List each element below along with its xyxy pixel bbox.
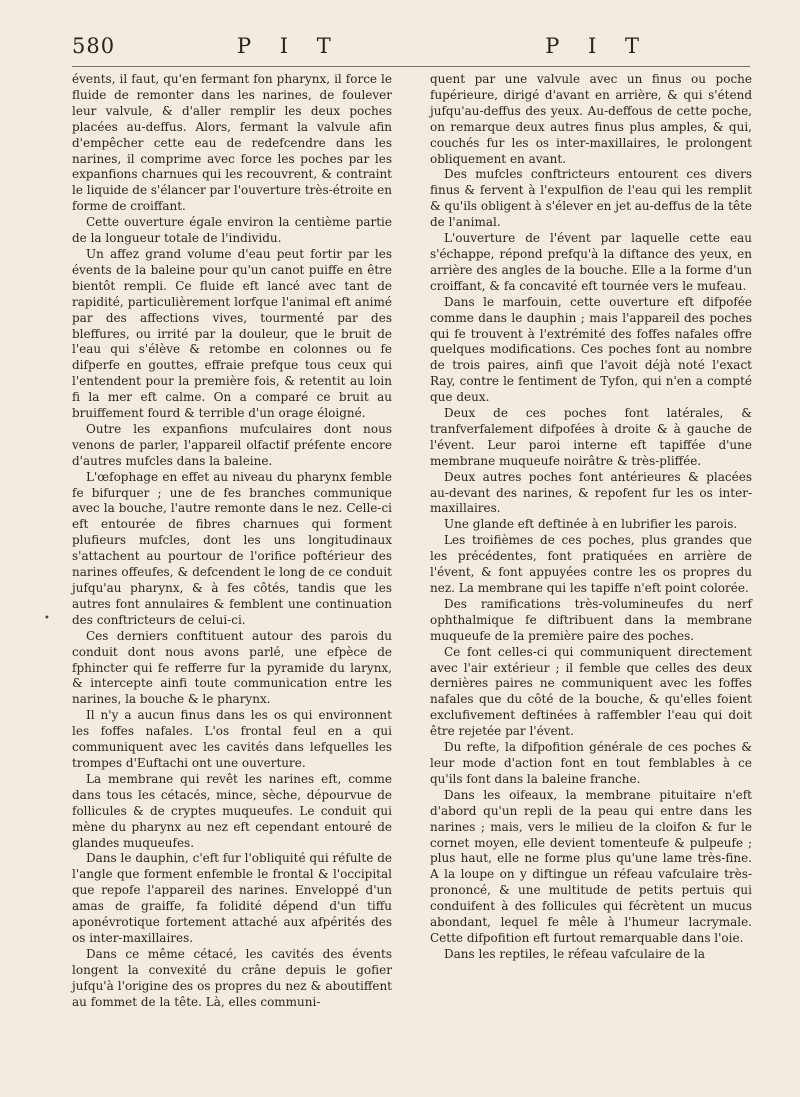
paragraph: Deux de ces poches font latérales, & tranfverfalement difpofées à droite & à gauche de l'évent. Leur paroi interne eft tapiffée d'une membrane muqueufe noirâtre & très-pliffée. bbox=[430, 406, 752, 468]
paragraph: Outre les expanfions mufculaires dont nous venons de parler, l'appareil olfactif préfente encore d'autres mufcles dans la baleine. bbox=[72, 421, 392, 468]
paragraph: Il n'y a aucun finus dans les os qui environnent les foffes nafales. L'os frontal feul en a qui communiquent avec les cavités dans lefquelles les trompes d'Euftachi ont une ouverture. bbox=[72, 708, 392, 770]
margin-mark: • bbox=[44, 613, 50, 624]
paragraph: Un affez grand volume d'eau peut fortir par les évents de la baleine pour qu'un canot puiffe en être bientôt rempli. Ce fluide eft lancé avec tant de rapidité, particulièrement lorfque l'animal eft animé par des affections vives, tourmenté par des bleffures, ou irrité par la douleur, que le bruit de l'eau qui s'élève & retombe en colonnes ou fe difperfe en gouttes, effraie prefque tous ceux qui l'entendent pour la première fois, & retentit au loin fi la mer eft calme. On a comparé ce bruit au bruiffement fourd & terrible d'un orage éloigné. bbox=[72, 246, 392, 421]
page-number: 580 bbox=[72, 34, 116, 58]
page-header bbox=[72, 34, 750, 64]
paragraph: Du refte, la difpofition générale de ces poches & leur mode d'action font en tout femblables à ce qu'ils font dans la baleine franche. bbox=[430, 740, 752, 786]
paragraph: Cette ouverture égale environ la centième partie de la longueur totale de l'individu. bbox=[72, 215, 392, 246]
paragraph: Dans les oifeaux, la membrane pituitaire n'eft d'abord qu'un repli de la peau qui entre dans les narines ; mais, vers le milieu de la cloifon & fur le cornet moyen, elle devient tomenteufe & pulpeufe ; plus haut, elle ne forme plus qu'une lame très-fine. A la loupe on y diftingue un réfeau vafculaire très-prononcé, & une multitude de petits pertuis qui conduifent à des follicules qui fécrètent un mucus abondant, lequel fe mêle à l'humeur lacrymale. Cette difpofition eft furtout remarquable dans l'oie. bbox=[430, 787, 752, 945]
paragraph: Dans ce même cétacé, les cavités des évents longent la convexité du crâne depuis le gofier jufqu'à l'origine des os propres du nez & aboutiffent au fommet de la tête. Là, elles communi- bbox=[72, 946, 392, 1009]
left-column bbox=[72, 72, 392, 1010]
right-column bbox=[430, 72, 752, 963]
paragraph: Des mufcles conftricteurs entourent ces divers finus & fervent à l'expulfion de l'eau qui les remplit & qu'ils obligent à s'élever en jet au-deffus de la tête de l'animal. bbox=[430, 167, 752, 230]
paragraph: La membrane qui revêt les narines eft, comme dans tous les cétacés, mince, sèche, dépourvue de follicules & de cryptes muqueufes. Le conduit qui mène du pharynx au nez eft cependant entouré de glandes muqueufes. bbox=[72, 771, 392, 850]
paragraph: Dans le dauphin, c'eft fur l'obliquité qui réfulte de l'angle que forment enfemble le frontal & l'occipital que repofe l'appareil des narines. Enveloppé d'un amas de graiffe, fa folidité dépend d'un tiffu aponévrotique fortement attaché aux afpérités des os inter-maxillaires. bbox=[72, 851, 392, 945]
paragraph: quent par une valvule avec un finus ou poche fupérieure, dirigé d'avant en arrière, & qui s'étend jufqu'au-deffus des yeux. Au-deffous de cette poche, on remarque deux autres finus plus amples, & qui, couchés fur les os inter-maxillaires, le prolongent obliquement en avant. bbox=[430, 72, 752, 166]
paragraph: Dans les reptiles, le réfeau vafculaire de la bbox=[444, 946, 706, 961]
paragraph: Une glande eft deftinée à en lubrifier les parois. bbox=[444, 517, 738, 532]
paragraph: Des ramifications très-volumineufes du nerf ophthalmique fe diftribuent dans la membrane muqueufe de la première paire des poches. bbox=[430, 596, 752, 643]
paragraph: L'ouverture de l'évent par laquelle cette eau s'échappe, répond prefqu'à la diftance des yeux, en arrière des angles de la bouche. Elle a la forme d'un croiffant, & fa concavité eft tournée vers le mufeau. bbox=[430, 231, 752, 293]
paragraph: évents, il faut, qu'en fermant fon pharynx, il force le fluide de remonter dans les narines, de foulever leur valvule, & d'aller remplir les deux poches placées au-deffus. Alors, fermant la valvule afin d'empêcher cette eau de redefcendre dans les narines, il comprime avec force les poches par les expanfions charnues qui les recouvrent, & contraint le liquide de s'élancer par l'ouverture très-étroite en forme de croiffant. bbox=[72, 72, 392, 214]
paragraph: Ce font celles-ci qui communiquent directement avec l'air extérieur ; il femble que celles des deux dernières paires ne communiquent avec les foffes nafales que du côté de la bouche, & qu'elles foient exclufivement deftinées à raffembler l'eau qui doit être rejetée par l'évent. bbox=[430, 644, 752, 739]
paragraph: Les troifièmes de ces poches, plus grandes que les précédentes, font pratiquées en arrière de l'évent, & font appuyées contre les os propres du nez. La membrane qui les tapiffe n'eft point colorée. bbox=[430, 533, 752, 595]
header-rule bbox=[72, 66, 750, 67]
running-head-left: P I T bbox=[237, 34, 342, 58]
paragraph: Deux autres poches font antérieures & placées au-devant des narines, & repofent fur les os inter-maxillaires. bbox=[430, 469, 752, 516]
running-head-right: P I T bbox=[545, 34, 650, 58]
paragraph: L'œfophage en effet au niveau du pharynx femble fe bifurquer ; une de fes branches communique avec la bouche, l'autre remonte dans le nez. Celle-ci eft entourée de fibres charnues qui forment plufieurs mufcles, dont les uns longitudinaux s'attachent au pourtour de l'orifice poftérieur des narines offeufes, & defcendent le long de ce conduit jufqu'au pharynx, & à fes côtés, tandis que les autres font annulaires & femblent une continuation des conftricteurs de celui-ci. bbox=[72, 469, 392, 627]
paragraph: Ces derniers conftituent autour des parois du conduit dont nous avons parlé, une efpèce de fphincter qui fe refferre fur la pyramide du larynx, & intercepte ainfi toute communication entre les narines, la bouche & le pharynx. bbox=[72, 628, 392, 707]
paragraph: Dans le marfouin, cette ouverture eft difpofée comme dans le dauphin ; mais l'appareil des poches qui fe trouvent à l'extrémité des foffes nafales offre quelques modifications. Ces poches font au nombre de trois paires, ainfi que l'avoit déjà noté l'exact Ray, contre le fentiment de Tyfon, qui n'en a compté que deux. bbox=[430, 294, 752, 405]
